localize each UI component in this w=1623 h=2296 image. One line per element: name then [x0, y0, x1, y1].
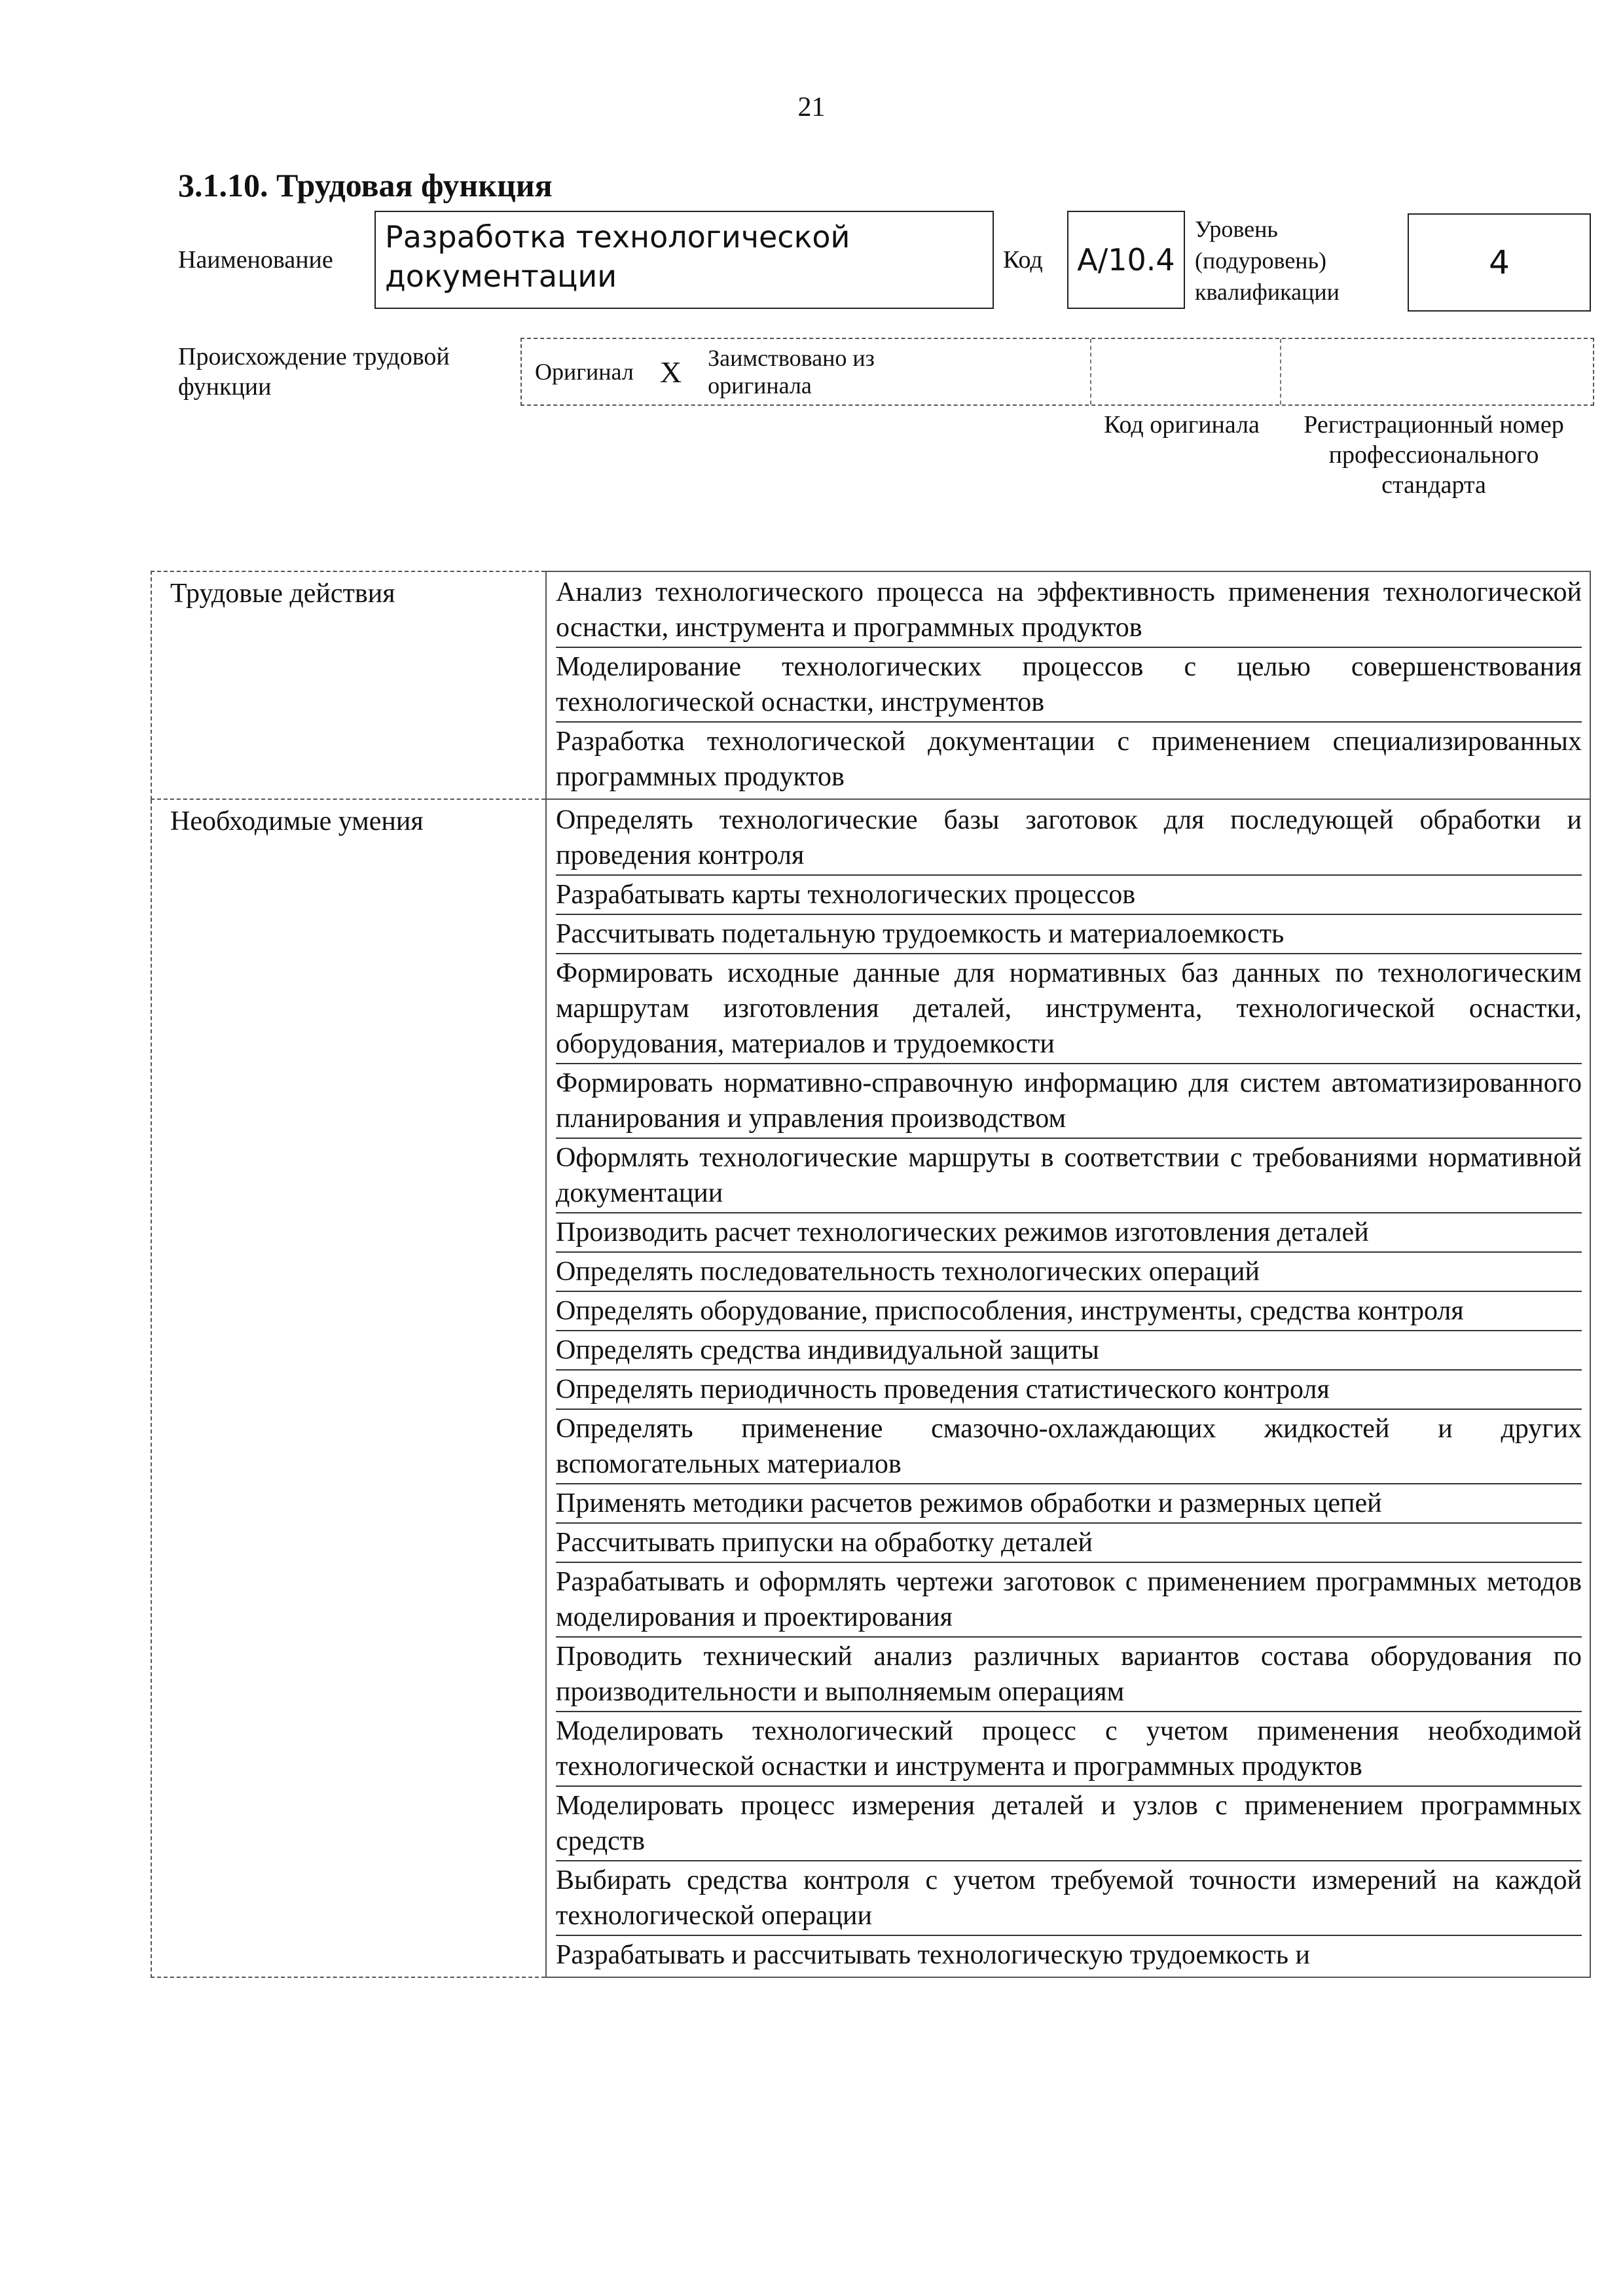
section-title: Трудовые действия: [151, 571, 546, 799]
list-item: Разрабатывать карты технологических процессов: [556, 876, 1582, 915]
name-label: Наименование: [178, 246, 333, 274]
reg-number-cell: [1281, 339, 1593, 404]
list-item: Разрабатывать и рассчитывать технологическую трудоемкость и: [556, 1940, 1311, 1970]
section-title: 3.1.10. Трудовая функция: [178, 167, 553, 204]
list-item: Выбирать средства контроля с учетом требуемой точности измерений на каждой технологической операции: [556, 1861, 1582, 1936]
list-item: Моделирование технологических процессов с целью совершенствования технологической оснастки, инструментов: [556, 648, 1582, 723]
section-row: [151, 571, 1590, 799]
list-item: Применять методики расчетов режимов обработки и размерных цепей: [556, 1484, 1582, 1524]
level-field: 4: [1408, 213, 1591, 312]
reg-number-caption: Регистрационный номер профессионального стандарта: [1304, 411, 1564, 499]
section-items: [546, 799, 1590, 1977]
borrowed-label: Заимствовано из оригинала: [708, 345, 875, 399]
list-item: Рассчитывать припуски на обработку деталей: [556, 1524, 1582, 1563]
level-label: Уровень (подуровень) квалификации: [1195, 216, 1340, 305]
section-row: [151, 799, 1590, 1977]
list-item: Оформлять технологические маршруты в соответствии с требованиями нормативной документации: [556, 1139, 1582, 1213]
list-item: Разработка технологической документации с применением специализированных программных продуктов: [556, 726, 1582, 792]
list-item: Рассчитывать подетальную трудоемкость и материалоемкость: [556, 915, 1582, 954]
code-field: А/10.4: [1067, 211, 1185, 309]
list-item: Формировать исходные данные для нормативных баз данных по технологическим маршрутам изготовления деталей, инструмента, технологической оснастки, оборудования, материалов и трудоемкости: [556, 954, 1582, 1064]
original-mark: X: [659, 355, 682, 389]
list-item: Определять технологические базы заготовок для последующей обработки и проведения контроля: [556, 801, 1582, 876]
list-item: Моделировать технологический процесс с учетом применения необходимой технологической оснастки и инструмента и программных продуктов: [556, 1712, 1582, 1787]
section-items: [546, 571, 1590, 799]
list-item: Разрабатывать и оформлять чертежи заготовок с применением программных методов моделирования и проектирования: [556, 1563, 1582, 1638]
list-item: Проводить технический анализ различных вариантов состава оборудования по производительности и выполняемым операциям: [556, 1638, 1582, 1712]
list-item: Анализ технологического процесса на эффективность применения технологической оснастки, инструмента и программных продуктов: [556, 573, 1582, 648]
code-original-caption: Код оригинала: [1104, 411, 1260, 439]
section-title: Необходимые умения: [151, 799, 546, 1977]
code-original-cell: [1091, 339, 1281, 404]
page-number: 21: [797, 92, 826, 122]
original-label: Оригинал: [535, 359, 634, 385]
origin-table: [520, 338, 1594, 406]
origin-original-cell: [522, 339, 1091, 404]
list-item: Формировать нормативно-справочную информацию для систем автоматизированного планирования и управления производством: [556, 1064, 1582, 1139]
function-table: [151, 571, 1591, 1978]
list-item: Производить расчет технологических режимов изготовления деталей: [556, 1213, 1582, 1253]
list-item: Определять применение смазочно-охлаждающих жидкостей и других вспомогательных материалов: [556, 1410, 1582, 1484]
code-label: Код: [1003, 246, 1043, 274]
list-item: Определять средства индивидуальной защиты: [556, 1331, 1582, 1371]
name-field: Разработка технологической документации: [374, 211, 994, 309]
list-item: Определять последовательность технологических операций: [556, 1253, 1582, 1292]
list-item: Моделировать процесс измерения деталей и узлов с применением программных средств: [556, 1787, 1582, 1861]
origin-label: Происхождение трудовой функции: [178, 343, 450, 401]
list-item: Определять периодичность проведения статистического контроля: [556, 1371, 1582, 1410]
list-item: Определять оборудование, приспособления, инструменты, средства контроля: [556, 1292, 1582, 1331]
